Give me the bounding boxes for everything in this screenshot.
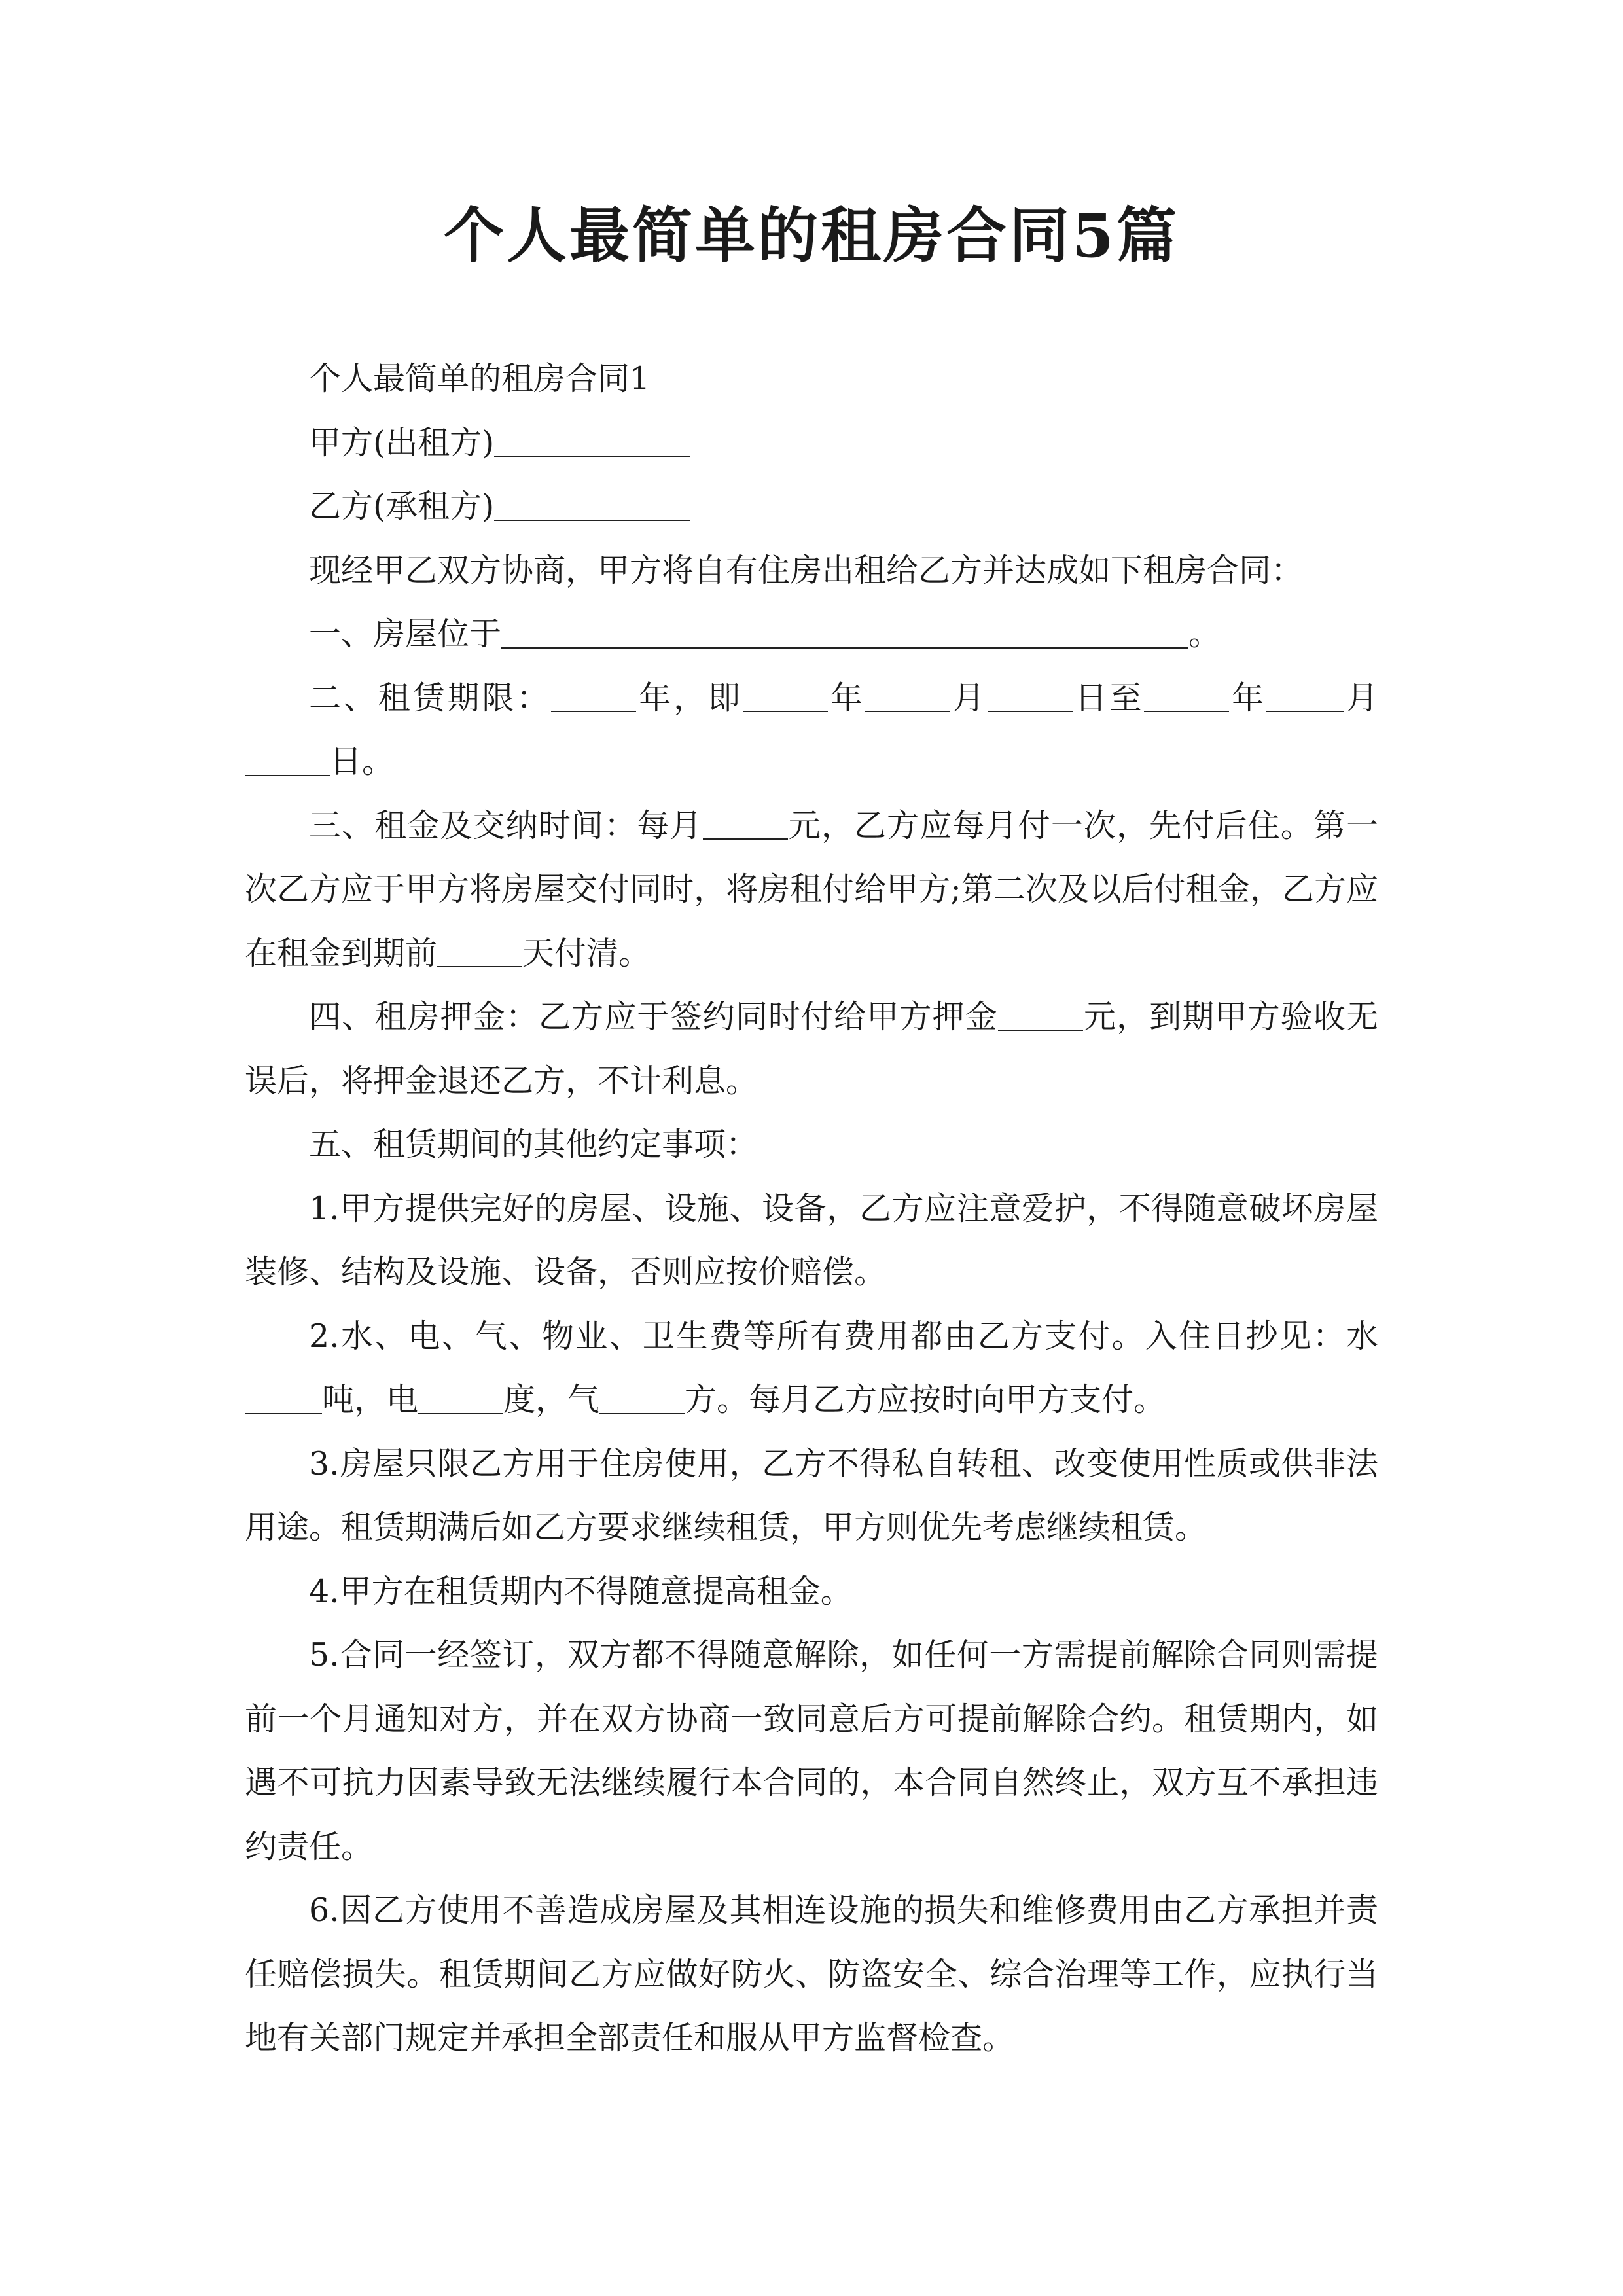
clause-2-text: 日至 bbox=[1072, 679, 1145, 717]
contract-heading: 个人最简单的租房合同1 bbox=[309, 360, 651, 397]
blank-line bbox=[494, 489, 690, 521]
blank-line bbox=[1266, 681, 1344, 713]
party-b-line bbox=[245, 475, 1378, 539]
item-4: 4.甲方在租赁期内不得随意提高租金。 bbox=[309, 1572, 853, 1610]
blank-line bbox=[988, 681, 1073, 713]
item-2-text: 方。每月乙方应按时向甲方支付。 bbox=[685, 1381, 1166, 1418]
clause-4-text: 元，到期甲方验收无误后，将押金退还乙方，不计利息。 bbox=[245, 998, 1378, 1100]
clause-2-text: 月 bbox=[1344, 679, 1378, 717]
clause-2-text: 年 bbox=[1229, 679, 1267, 717]
item-2 bbox=[245, 1304, 1378, 1432]
item-2-text: 度，气 bbox=[503, 1381, 600, 1418]
blank-line bbox=[1144, 681, 1229, 713]
blank-line bbox=[703, 808, 788, 840]
party-a-label: 甲方(出租方) bbox=[309, 423, 495, 461]
item-2-text: 吨，电 bbox=[322, 1381, 419, 1418]
party-a-line bbox=[245, 411, 1378, 475]
item-2-text: 2.水、电、气、物业、卫生费等所有费用都由乙方支付。入住日抄见：水 bbox=[309, 1317, 1378, 1355]
clause-3 bbox=[245, 794, 1378, 986]
blank-line bbox=[494, 425, 690, 457]
clause-2-text: 月 bbox=[950, 679, 988, 717]
item-1: 1.甲方提供完好的房屋、设施、设备，乙方应注意爱护，不得随意破坏房屋装修、结构及设施、设备，否则应按价赔偿。 bbox=[245, 1189, 1378, 1291]
clause-2 bbox=[245, 666, 1378, 794]
clause-2-text: 年，即 bbox=[636, 679, 743, 717]
blank-line bbox=[551, 681, 636, 713]
blank-line bbox=[418, 1382, 503, 1414]
clause-3-text: 天付清。 bbox=[522, 934, 651, 972]
clause-5: 五、租赁期间的其他约定事项： bbox=[309, 1126, 758, 1163]
blank-line bbox=[437, 936, 522, 968]
clause-1 bbox=[245, 602, 1378, 666]
clause-3-text: 元，乙方应每月付一次，先付后住。第一次乙方应于甲方将房屋交付同时，将房租付给甲方;第二次及以后付租金，乙方应在租金到期前 bbox=[245, 806, 1378, 972]
clause-2-text: 年 bbox=[827, 679, 865, 717]
clause-1-text: 一、房屋位于 bbox=[309, 615, 502, 653]
blank-line bbox=[501, 617, 1188, 649]
blank-line bbox=[865, 681, 950, 713]
blank-line bbox=[245, 1382, 322, 1414]
blank-line bbox=[245, 744, 330, 776]
blank-line bbox=[998, 999, 1083, 1031]
clause-1-end: 。 bbox=[1188, 615, 1221, 653]
clause-2-text: 日。 bbox=[330, 743, 395, 780]
intro-paragraph: 现经甲乙双方协商，甲方将自有住房出租给乙方并达成如下租房合同： bbox=[309, 551, 1304, 589]
item-3: 3.房屋只限乙方用于住房使用，乙方不得私自转租、改变使用性质或供非法用途。租赁期满后如乙方要求继续租赁，甲方则优先考虑继续租赁。 bbox=[245, 1444, 1378, 1546]
document-body bbox=[245, 347, 1378, 2070]
party-b-label: 乙方(承租方) bbox=[309, 488, 495, 525]
blank-line bbox=[599, 1382, 685, 1414]
clause-4-text: 四、租房押金：乙方应于签约同时付给甲方押金 bbox=[309, 998, 998, 1035]
clause-4 bbox=[245, 985, 1378, 1113]
document-title: 个人最简单的租房合同5篇 bbox=[443, 200, 1179, 271]
item-5: 5.合同一经签订，双方都不得随意解除，如任何一方需提前解除合同则需提前一个月通知对方，并在双方协商一致同意后方可提前解除合约。租赁期内，如遇不可抗力因素导致无法继续履行本合同的，本合同自然终止，双方互不承担违约责任。 bbox=[245, 1636, 1378, 1865]
item-6: 6.因乙方使用不善造成房屋及其相连设施的损失和维修费用由乙方承担并责任赔偿损失。租赁期间乙方应做好防火、防盗安全、综合治理等工作，应执行当地有关部门规定并承担全部责任和服从甲方监督检查。 bbox=[245, 1892, 1378, 2056]
clause-2-text: 二、租赁期限： bbox=[309, 679, 552, 717]
clause-3-text: 三、租金及交纳时间：每月 bbox=[309, 806, 703, 844]
blank-line bbox=[743, 681, 828, 713]
